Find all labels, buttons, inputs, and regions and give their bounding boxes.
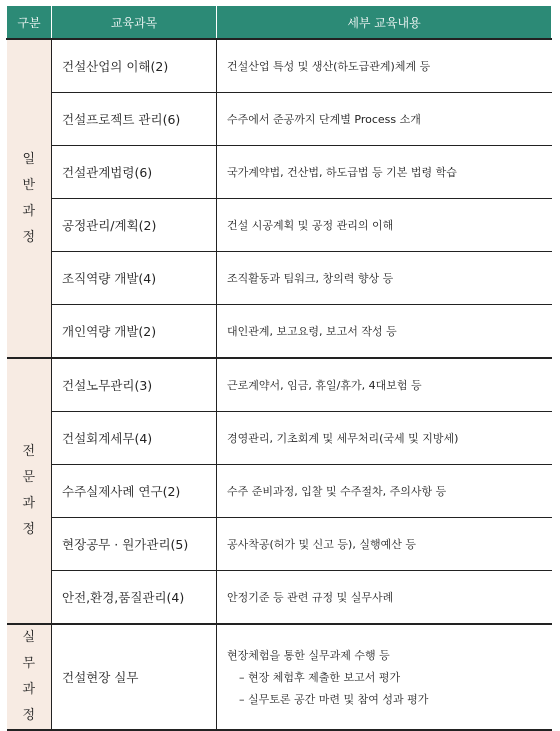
course-name: 건설산업의 이해(2) [52,39,217,93]
course-content: 공사착공(허가 및 신고 등), 실행예산 등 [217,518,552,571]
course-content: 수주에서 준공까지 단계별 Process 소개 [217,93,552,146]
course-content: 근로계약서, 임금, 휴일/휴가, 4대보험 등 [217,358,552,412]
curriculum-table [6,5,552,731]
header-content: 세부 교육내용 [217,6,552,40]
course-content: 대인관계, 보고요령, 보고서 작성 등 [217,305,552,359]
table-row [7,412,552,465]
course-content: 안정기준 등 관련 규정 및 실무사례 [217,571,552,625]
course-content: 경영관리, 기초회계 및 세무처리(국세 및 지방세) [217,412,552,465]
table-row [7,199,552,252]
course-name: 건설노무관리(3) [52,358,217,412]
table-row [7,358,552,412]
table-row [7,305,552,359]
course-content: 국가계약법, 건산법, 하도급법 등 기본 법령 학습 [217,146,552,199]
category-practical: 실 무 과 정 [7,624,52,730]
header-course: 교육과목 [52,6,217,40]
course-content [217,624,552,730]
course-name: 건설현장 실무 [52,624,217,730]
course-content: 건설 시공계획 및 공정 관리의 이해 [217,199,552,252]
category-professional: 전 문 과 정 [7,358,52,624]
course-name: 개인역량 개발(2) [52,305,217,359]
course-content: 건설산업 특성 및 생산(하도급관계)체계 등 [217,39,552,93]
content-sub-line: – 실무토론 공간 마련 및 참여 성과 평가 [239,693,429,706]
course-content: 조직활동과 팀워크, 창의력 향상 등 [217,252,552,305]
table-row [7,518,552,571]
table-row [7,571,552,625]
curriculum-table-wrapper [6,5,551,731]
course-name: 현장공무 · 원가관리(5) [52,518,217,571]
course-name: 건설회계세무(4) [52,412,217,465]
table-row [7,93,552,146]
table-row [7,624,552,730]
course-content: 수주 준비과정, 입찰 및 수주절차, 주의사항 등 [217,465,552,518]
table-row [7,252,552,305]
content-sub-line: – 현장 체험후 제출한 보고서 평가 [239,671,401,684]
course-name: 안전,환경,품질관리(4) [52,571,217,625]
category-general: 일 반 과 정 [7,39,52,358]
course-name: 건설프로젝트 관리(6) [52,93,217,146]
table-row [7,146,552,199]
course-name: 조직역량 개발(4) [52,252,217,305]
table-row [7,39,552,93]
table-row [7,465,552,518]
header-category: 구분 [7,6,52,40]
table-header-row [7,6,552,40]
course-name: 건설관계법령(6) [52,146,217,199]
course-name: 수주실제사례 연구(2) [52,465,217,518]
content-main-line: 현장체험을 통한 실무과제 수행 등 [227,649,390,662]
course-name: 공정관리/계획(2) [52,199,217,252]
